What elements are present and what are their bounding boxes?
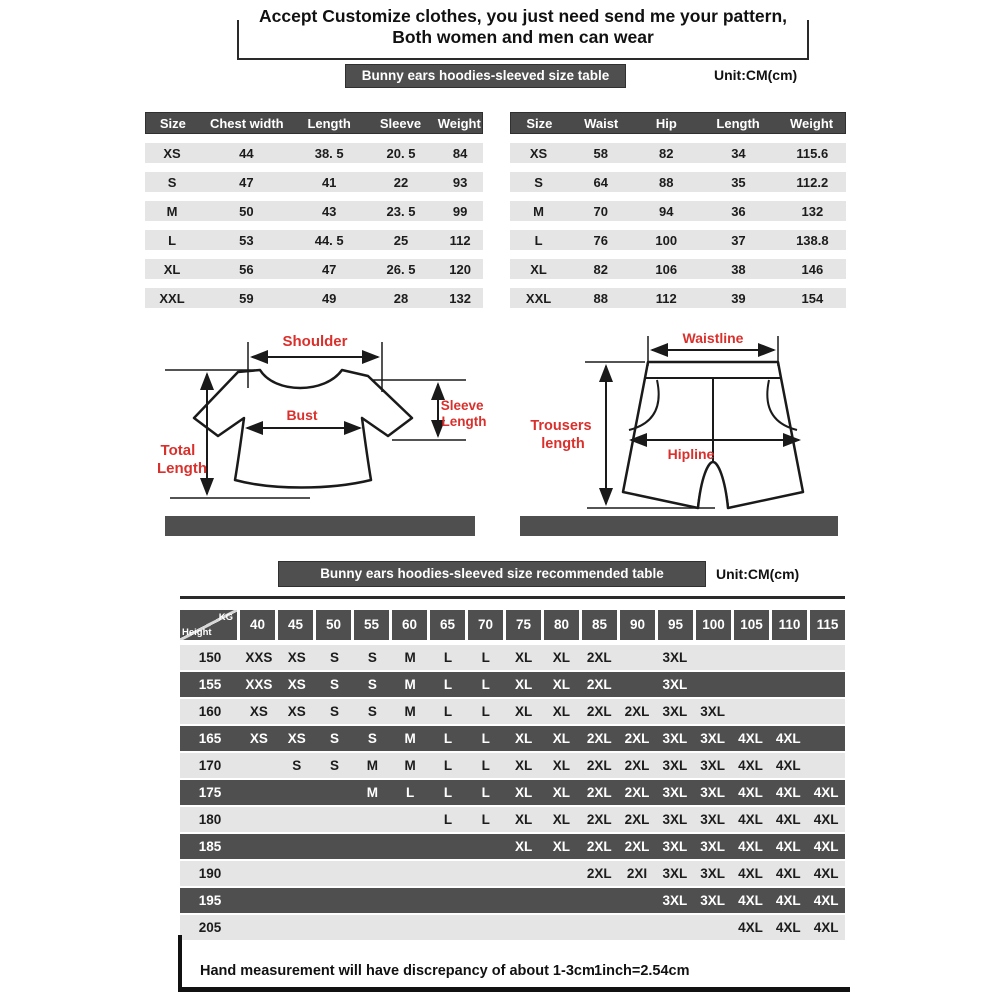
size-cell: XL bbox=[552, 704, 571, 719]
table-cell: 38 bbox=[731, 261, 746, 277]
column-header: Length bbox=[716, 115, 760, 131]
total-length-label: Total Length bbox=[157, 442, 207, 477]
size-cell: 4XL bbox=[738, 839, 763, 854]
height-row-label: 190 bbox=[198, 866, 222, 881]
table-cell: 37 bbox=[731, 232, 746, 248]
size-cell: XL bbox=[552, 785, 571, 800]
table-cell: 47 bbox=[239, 174, 254, 190]
size-cell: XL bbox=[552, 677, 571, 692]
size-cell: XL bbox=[514, 785, 533, 800]
size-cell: XL bbox=[552, 812, 571, 827]
table-cell: 146 bbox=[801, 261, 824, 277]
size-cell: M bbox=[404, 650, 416, 665]
matrix-header-row bbox=[180, 610, 845, 640]
size-cell: XL bbox=[552, 650, 571, 665]
weight-column-header: 100 bbox=[696, 610, 731, 640]
waistline-label: Waistline bbox=[682, 330, 744, 346]
size-cell: L bbox=[443, 758, 453, 773]
size-cell: 4XL bbox=[775, 758, 801, 773]
size-cell: L bbox=[481, 731, 490, 746]
weight-column-header: 115 bbox=[810, 610, 845, 640]
size-cell: L bbox=[481, 758, 490, 773]
matrix-row bbox=[180, 807, 845, 832]
table-cell: 36 bbox=[731, 203, 746, 219]
table-cell: 58 bbox=[593, 145, 608, 161]
table-row bbox=[510, 288, 846, 308]
height-row-label: 195 bbox=[198, 893, 222, 908]
size-cell: M bbox=[404, 731, 416, 746]
matrix-row bbox=[180, 672, 845, 697]
table-row bbox=[510, 230, 846, 250]
size-cell: 4XL bbox=[775, 866, 801, 881]
table-row bbox=[510, 172, 846, 192]
size-cell: 4XL bbox=[775, 920, 801, 935]
size-cell: L bbox=[406, 785, 415, 800]
weight-column-header: 95 bbox=[658, 610, 693, 640]
size-cell: XL bbox=[514, 677, 533, 692]
size-cell: XL bbox=[552, 731, 571, 746]
size-cell: S bbox=[330, 677, 340, 692]
size-cell: 4XL bbox=[775, 839, 801, 854]
table-cell: 44. 5 bbox=[314, 232, 344, 248]
corner-kg-label: KG bbox=[218, 612, 233, 623]
table-cell: L bbox=[168, 232, 177, 248]
matrix-row bbox=[180, 645, 845, 670]
matrix-corner-cell bbox=[180, 610, 237, 640]
table-cell: 99 bbox=[452, 203, 468, 219]
table-row bbox=[510, 143, 846, 163]
hoodie-size-table bbox=[145, 112, 483, 308]
table-cell: 26. 5 bbox=[386, 261, 416, 277]
table-cell: 88 bbox=[593, 290, 608, 306]
table-cell: 44 bbox=[239, 145, 254, 161]
column-header: Weight bbox=[790, 115, 834, 131]
table-cell: 64 bbox=[593, 174, 608, 190]
banner-line2: Both women and men can wear bbox=[392, 27, 654, 47]
table-cell: 59 bbox=[239, 290, 254, 306]
column-header: Waist bbox=[584, 115, 619, 131]
size-cell: 2XL bbox=[586, 731, 612, 746]
size-cell: 2XL bbox=[624, 812, 650, 827]
size-cell: XS bbox=[287, 677, 306, 692]
table-cell: 132 bbox=[449, 290, 471, 306]
weight-column-header: 60 bbox=[392, 610, 427, 640]
table-cell: 39 bbox=[731, 290, 746, 306]
table-cell: 100 bbox=[655, 232, 678, 248]
size-cell: 4XL bbox=[738, 893, 763, 908]
table-cell: S bbox=[534, 174, 543, 190]
size-cell: 3XL bbox=[662, 866, 688, 881]
table-cell: 47 bbox=[321, 261, 337, 277]
table-cell: 41 bbox=[321, 174, 337, 190]
height-row-label: 205 bbox=[198, 920, 222, 935]
size-cell: 2XI bbox=[626, 866, 648, 881]
table-cell: 154 bbox=[801, 290, 824, 306]
table-cell: 88 bbox=[658, 174, 674, 190]
table-cell: 34 bbox=[731, 145, 746, 161]
table-header-row bbox=[510, 112, 846, 134]
size-cell: 2XL bbox=[624, 704, 650, 719]
table-row bbox=[145, 259, 483, 279]
column-header: Size bbox=[526, 115, 553, 131]
size-cell: 3XL bbox=[662, 758, 688, 773]
table-cell: 82 bbox=[593, 261, 608, 277]
size-cell: XL bbox=[514, 758, 533, 773]
table-row bbox=[510, 201, 846, 221]
table-cell: 23. 5 bbox=[386, 203, 416, 219]
height-row-label: 175 bbox=[198, 785, 222, 800]
size-cell: 4XL bbox=[813, 812, 839, 827]
weight-column-header: 110 bbox=[772, 610, 807, 640]
size-cell: XS bbox=[287, 650, 306, 665]
height-row-label: 165 bbox=[198, 731, 222, 746]
column-header: Size bbox=[159, 115, 186, 131]
size-cell: S bbox=[330, 731, 340, 746]
column-header: Weight bbox=[437, 115, 481, 131]
size-cell: 4XL bbox=[775, 893, 801, 908]
size-cell: 3XL bbox=[700, 866, 726, 881]
size-cell: 2XL bbox=[586, 785, 612, 800]
size-cell: XS bbox=[287, 704, 306, 719]
size-cell: S bbox=[367, 731, 377, 746]
size-cell: 2XL bbox=[586, 839, 612, 854]
divider-bar-right bbox=[520, 516, 838, 536]
weight-column-header: 50 bbox=[316, 610, 351, 640]
weight-column-header: 45 bbox=[278, 610, 313, 640]
size-cell: XL bbox=[514, 704, 533, 719]
size-cell: 4XL bbox=[738, 785, 763, 800]
table-cell: L bbox=[534, 232, 543, 248]
weight-column-header: 70 bbox=[468, 610, 503, 640]
table-cell: 43 bbox=[321, 203, 337, 219]
size-cell: M bbox=[404, 677, 416, 692]
size-cell: S bbox=[367, 650, 377, 665]
size-cell: 3XL bbox=[700, 839, 726, 854]
size-cell: XS bbox=[249, 731, 268, 746]
size-cell: 2XL bbox=[586, 866, 612, 881]
matrix-row bbox=[180, 834, 845, 859]
table-row bbox=[145, 288, 483, 308]
size-cell: L bbox=[481, 677, 490, 692]
table-cell: M bbox=[533, 203, 544, 219]
size-cell: 3XL bbox=[662, 731, 688, 746]
size-cell: 4XL bbox=[813, 920, 839, 935]
size-cell: XL bbox=[514, 839, 533, 854]
size-cell: 3XL bbox=[700, 731, 726, 746]
size-cell: 4XL bbox=[813, 785, 839, 800]
size-cell: L bbox=[481, 812, 490, 827]
size-cell: XL bbox=[514, 731, 533, 746]
matrix-body bbox=[180, 645, 845, 940]
size-cell: S bbox=[330, 650, 340, 665]
inch-conversion-note: 1inch=2.54cm bbox=[594, 963, 690, 979]
shirt-measurement-diagram bbox=[150, 330, 490, 520]
divider-bar-left bbox=[165, 516, 475, 536]
table-cell: XS bbox=[163, 145, 181, 161]
weight-column-header: 75 bbox=[506, 610, 541, 640]
size-cell: L bbox=[443, 677, 453, 692]
size-cell: XS bbox=[249, 704, 268, 719]
section-divider-line bbox=[180, 596, 845, 599]
height-row-label: 185 bbox=[198, 839, 222, 854]
trousers-length-label: Trousers length bbox=[530, 418, 592, 452]
size-cell: M bbox=[366, 758, 378, 773]
table-cell: 93 bbox=[452, 174, 468, 190]
hipline-label: Hipline bbox=[667, 446, 715, 462]
measurement-note: Hand measurement will have discrepancy of about 1-3cm bbox=[200, 963, 595, 979]
column-header: Chest width bbox=[209, 115, 284, 131]
size-cell: S bbox=[367, 704, 377, 719]
size-cell: 4XL bbox=[813, 893, 839, 908]
size-cell: 2XL bbox=[586, 758, 612, 773]
size-cell: 4XL bbox=[738, 866, 763, 881]
unit-label-2: Unit:CM(cm) bbox=[716, 566, 800, 582]
table-cell: 115.6 bbox=[796, 145, 829, 161]
size-cell: 3XL bbox=[700, 704, 726, 719]
table-cell: 76 bbox=[593, 232, 608, 248]
table-cell: 49 bbox=[321, 290, 337, 306]
table-cell: 20. 5 bbox=[386, 145, 416, 161]
size-cell: L bbox=[443, 650, 453, 665]
table-header-row bbox=[145, 112, 483, 134]
table-row bbox=[145, 172, 483, 192]
table-cell: M bbox=[166, 203, 178, 219]
column-header: Sleeve bbox=[379, 115, 422, 131]
table-cell: 138.8 bbox=[796, 232, 829, 248]
size-cell: XXS bbox=[245, 650, 273, 665]
size-cell: 3XL bbox=[662, 812, 688, 827]
table-cell: 50 bbox=[239, 203, 254, 219]
size-cell: 4XL bbox=[738, 731, 763, 746]
matrix-row bbox=[180, 753, 845, 778]
height-row-label: 170 bbox=[198, 758, 222, 773]
matrix-row bbox=[180, 726, 845, 751]
size-cell: S bbox=[292, 758, 302, 773]
size-recommendation-matrix bbox=[180, 610, 845, 942]
matrix-row bbox=[180, 699, 845, 724]
table-cell: 56 bbox=[239, 261, 254, 277]
size-cell: XL bbox=[514, 650, 533, 665]
table-cell: 84 bbox=[452, 145, 468, 161]
weight-column-header: 55 bbox=[354, 610, 389, 640]
table-row bbox=[510, 259, 846, 279]
table-cell: 120 bbox=[449, 261, 471, 277]
size-cell: L bbox=[443, 731, 453, 746]
size-cell: XL bbox=[514, 812, 533, 827]
shorts-size-table bbox=[510, 112, 846, 308]
footer-note-box bbox=[178, 935, 850, 992]
height-row-label: 150 bbox=[198, 650, 222, 665]
height-row-label: 160 bbox=[198, 704, 222, 719]
weight-column-header: 90 bbox=[620, 610, 655, 640]
table-row bbox=[145, 143, 483, 163]
table-cell: XXL bbox=[525, 290, 552, 306]
shoulder-label: Shoulder bbox=[282, 333, 348, 350]
size-cell: L bbox=[481, 650, 490, 665]
table-cell: 112.2 bbox=[796, 174, 829, 190]
size-cell: XL bbox=[552, 839, 571, 854]
size-cell: 2XL bbox=[586, 812, 612, 827]
bust-label: Bust bbox=[286, 407, 318, 423]
table-cell: 70 bbox=[593, 203, 608, 219]
size-table-title: Bunny ears hoodies-sleeved size table bbox=[345, 64, 626, 88]
size-cell: 2XL bbox=[586, 704, 612, 719]
size-cell: 2XL bbox=[586, 650, 612, 665]
table-cell: XL bbox=[530, 261, 547, 277]
table-cell: S bbox=[167, 174, 177, 190]
size-cell: XL bbox=[552, 758, 571, 773]
table-cell: 35 bbox=[731, 174, 746, 190]
matrix-row bbox=[180, 780, 845, 805]
size-cell: M bbox=[366, 785, 378, 800]
size-cell: 4XL bbox=[738, 920, 763, 935]
matrix-row bbox=[180, 888, 845, 913]
size-cell: M bbox=[404, 704, 416, 719]
height-row-label: 180 bbox=[198, 812, 222, 827]
table-cell: 106 bbox=[655, 261, 678, 277]
table-row bbox=[145, 230, 483, 250]
size-cell: 4XL bbox=[738, 758, 763, 773]
size-cell: 2XL bbox=[624, 785, 650, 800]
size-cell: M bbox=[404, 758, 416, 773]
banner-line1: Accept Customize clothes, you just need send me your pattern, bbox=[258, 6, 788, 26]
weight-column-header: 40 bbox=[240, 610, 275, 640]
unit-label-1: Unit:CM(cm) bbox=[714, 67, 798, 83]
table-cell: XS bbox=[529, 145, 548, 161]
size-cell: S bbox=[330, 704, 340, 719]
weight-column-header: 85 bbox=[582, 610, 617, 640]
table-cell: 132 bbox=[801, 203, 824, 219]
table-cell: 28 bbox=[393, 290, 409, 306]
table-cell: 82 bbox=[658, 145, 674, 161]
size-cell: 4XL bbox=[813, 839, 839, 854]
size-cell: L bbox=[443, 785, 453, 800]
table-cell: 53 bbox=[239, 232, 254, 248]
size-cell: 2XL bbox=[624, 839, 650, 854]
table-cell: 112 bbox=[449, 232, 471, 248]
size-cell: 4XL bbox=[775, 812, 801, 827]
weight-column-header: 80 bbox=[544, 610, 579, 640]
table-cell: XL bbox=[163, 261, 181, 277]
shorts-measurement-diagram bbox=[525, 330, 845, 520]
column-header: Length bbox=[307, 115, 351, 131]
size-cell: 2XL bbox=[624, 758, 650, 773]
top-banner bbox=[237, 6, 809, 60]
size-cell: 4XL bbox=[775, 785, 801, 800]
weight-column-header: 65 bbox=[430, 610, 465, 640]
size-cell: L bbox=[481, 785, 490, 800]
size-cell: XXS bbox=[245, 677, 273, 692]
recommended-table-title: Bunny ears hoodies-sleeved size recommended table bbox=[278, 561, 706, 587]
size-cell: 3XL bbox=[662, 839, 688, 854]
size-cell: XS bbox=[287, 731, 306, 746]
size-cell: 3XL bbox=[700, 812, 726, 827]
weight-column-header: 105 bbox=[734, 610, 769, 640]
size-cell: L bbox=[443, 704, 453, 719]
size-cell: 2XL bbox=[624, 731, 650, 746]
size-cell: 3XL bbox=[700, 785, 726, 800]
size-cell: L bbox=[443, 812, 453, 827]
size-cell: 4XL bbox=[813, 866, 839, 881]
table-cell: 94 bbox=[658, 203, 674, 219]
matrix-row bbox=[180, 861, 845, 886]
table-row bbox=[145, 201, 483, 221]
size-cell: 3XL bbox=[662, 785, 688, 800]
column-header: Hip bbox=[655, 115, 677, 131]
size-cell: 4XL bbox=[775, 731, 801, 746]
table-cell: 38. 5 bbox=[314, 145, 344, 161]
size-cell: S bbox=[367, 677, 377, 692]
size-cell: S bbox=[330, 758, 340, 773]
table-cell: 22 bbox=[393, 174, 409, 190]
table-cell: 25 bbox=[393, 232, 409, 248]
table-cell: XXL bbox=[159, 290, 185, 306]
size-cell: 4XL bbox=[738, 812, 763, 827]
size-cell: 3XL bbox=[662, 650, 688, 665]
height-row-label: 155 bbox=[198, 677, 222, 692]
size-cell: 3XL bbox=[700, 893, 726, 908]
size-cell: 3XL bbox=[662, 893, 688, 908]
corner-height-label: Height bbox=[182, 627, 212, 638]
size-cell: 3XL bbox=[700, 758, 726, 773]
size-cell: 3XL bbox=[662, 677, 688, 692]
size-cell: 3XL bbox=[662, 704, 688, 719]
size-cell: L bbox=[481, 704, 490, 719]
size-cell: 2XL bbox=[586, 677, 612, 692]
sleeve-length-label: Sleeve Length bbox=[440, 398, 487, 429]
table-cell: 112 bbox=[655, 290, 677, 306]
